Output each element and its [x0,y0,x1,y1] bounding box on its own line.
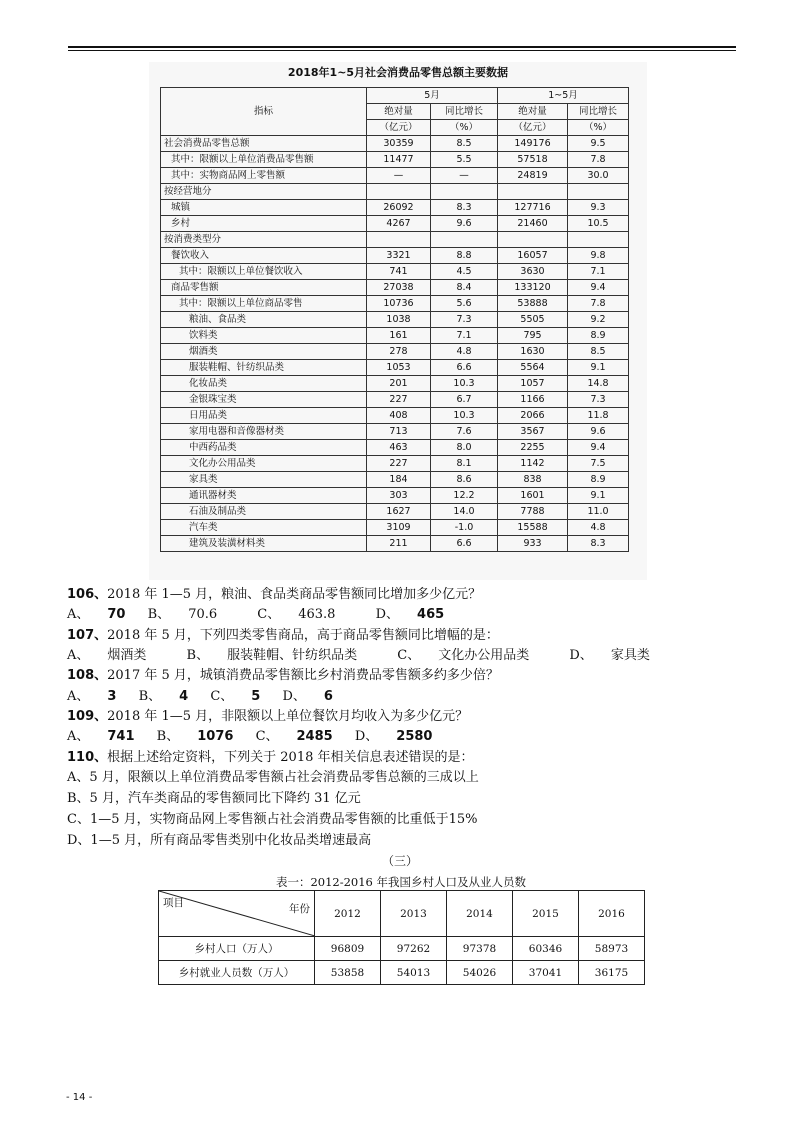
ytd-abs-value: 795 [498,328,568,344]
table-row [161,280,629,296]
ytd-growth-value: 4.8 [568,520,629,536]
question-110-option-b: B、5 月，汽车类商品的零售额同比下降约 31 亿元 [67,791,361,806]
may-growth-value: 12.2 [431,488,498,504]
table-cell: 58973 [579,937,645,961]
may-abs-value: 1053 [367,360,431,376]
table-row [161,264,629,280]
table-row [161,360,629,376]
table-cell: 54026 [447,961,513,985]
year-header: 2012 [315,891,381,937]
ytd-growth-value: 9.1 [568,488,629,504]
header-rule-thick [68,46,736,48]
ytd-growth-value: 11.8 [568,408,629,424]
ytd-growth-value [568,232,629,248]
may-growth-value: 8.3 [431,200,498,216]
table-cell: 97262 [381,937,447,961]
may-growth-header: 同比增长 [431,104,498,120]
may-growth-value: 8.8 [431,248,498,264]
may-abs-value: 1038 [367,312,431,328]
ytd-abs-unit: （亿元） [498,120,568,136]
may-abs-value: 408 [367,408,431,424]
may-growth-value: 8.5 [431,136,498,152]
ytd-growth-value: 8.3 [568,536,629,552]
table2-title: 表一：2012-2016 年我国乡村人口及从业人员数 [275,875,527,889]
row-indicator-label: 家用电器和音像器材类 [161,424,367,440]
corner-label-item: 项目 [163,897,184,909]
may-growth-value: 7.3 [431,312,498,328]
row-indicator-label: 社会消费品零售总额 [161,136,367,152]
table-row [161,376,629,392]
row-indicator-label: 建筑及装潢材料类 [161,536,367,552]
table-row [161,328,629,344]
may-growth-value: 7.6 [431,424,498,440]
ytd-growth-value: 8.9 [568,472,629,488]
ytd-growth-value: 30.0 [568,168,629,184]
may-abs-value: 26092 [367,200,431,216]
ytd-growth-value: 8.9 [568,328,629,344]
table-cell: 96809 [315,937,381,961]
ytd-growth-value: 7.1 [568,264,629,280]
table-row [161,136,629,152]
ytd-abs-value: 15588 [498,520,568,536]
table-cell: 37041 [513,961,579,985]
may-abs-value [367,184,431,200]
table-row [161,536,629,552]
row-indicator-label: 中西药品类 [161,440,367,456]
table-row [161,184,629,200]
question-109: 109、2018 年 1—5 月，非限额以上单位餐饮月均收入为多少亿元？ [67,709,469,724]
may-abs-value: 227 [367,456,431,472]
table-row [161,392,629,408]
ytd-growth-value [568,184,629,200]
table-row [161,520,629,536]
table-cell: 36175 [579,961,645,985]
table-row [161,504,629,520]
table-row [161,248,629,264]
row-indicator-label: 其中：限额以上单位餐饮收入 [161,264,367,280]
row-indicator-label: 按消费类型分 [161,232,367,248]
question-110-option-a: A、5 月，限额以上单位消费品零售额占社会消费品零售总额的三成以上 [67,770,479,785]
table-row [161,440,629,456]
may-growth-value: 14.0 [431,504,498,520]
ytd-abs-value: 7788 [498,504,568,520]
may-abs-value: 10736 [367,296,431,312]
ytd-growth-value: 9.4 [568,440,629,456]
may-growth-value: 7.1 [431,328,498,344]
row-indicator-label: 商品零售额 [161,280,367,296]
row-indicator-label: 化妆品类 [161,376,367,392]
may-abs-value: 227 [367,392,431,408]
section-label: （三） [381,854,418,868]
corner-label-year: 年份 [289,903,310,915]
table-row [161,344,629,360]
year-header: 2016 [579,891,645,937]
may-abs-value: 11477 [367,152,431,168]
may-growth-value [431,184,498,200]
question-110: 110、根据上述给定资料，下列关于 2018 年相关信息表述错误的是： [67,750,474,765]
ytd-growth-unit: （%） [568,120,629,136]
year-header: 2015 [513,891,579,937]
may-growth-value: 4.5 [431,264,498,280]
header-rule-thin [68,50,736,51]
ytd-abs-value: 1142 [498,456,568,472]
ytd-growth-value: 7.5 [568,456,629,472]
ytd-abs-value: 53888 [498,296,568,312]
may-abs-value: 30359 [367,136,431,152]
ytd-growth-value: 9.6 [568,424,629,440]
may-growth-value: 4.8 [431,344,498,360]
row-indicator-label: 烟酒类 [161,344,367,360]
rural-population-table [158,890,645,985]
ytd-abs-value: 1166 [498,392,568,408]
table-row [161,152,629,168]
table-row [161,472,629,488]
ytd-abs-header: 绝对量 [498,104,568,120]
may-abs-value: 278 [367,344,431,360]
may-growth-value: — [431,168,498,184]
may-growth-value: 8.6 [431,472,498,488]
may-abs-value: 4267 [367,216,431,232]
may-growth-value: 9.6 [431,216,498,232]
table-row [161,232,629,248]
question-110-option-c: C、1—5 月，实物商品网上零售额占社会消费品零售额的比重低于15% [67,812,478,827]
may-abs-value: — [367,168,431,184]
may-growth-value: 10.3 [431,408,498,424]
table-row [161,456,629,472]
ytd-abs-value: 1601 [498,488,568,504]
may-abs-value: 303 [367,488,431,504]
may-growth-value: 8.0 [431,440,498,456]
question-109-options: A、 741 B、 1076 C、 2485 D、 2580 [67,729,433,744]
row-indicator-label: 家具类 [161,472,367,488]
may-abs-value: 463 [367,440,431,456]
may-growth-value: 6.7 [431,392,498,408]
table-cell: 60346 [513,937,579,961]
question-108-options: A、 3 B、 4 C、 5 D、 6 [67,689,333,704]
year-header: 2014 [447,891,513,937]
row-label-rural-employment: 乡村就业人员数（万人） [159,961,315,985]
row-indicator-label: 乡村 [161,216,367,232]
row-indicator-label: 通讯器材类 [161,488,367,504]
ytd-growth-value: 10.5 [568,216,629,232]
may-abs-value: 161 [367,328,431,344]
may-abs-unit: （亿元） [367,120,431,136]
row-indicator-label: 其中：实物商品网上零售额 [161,168,367,184]
table-row [161,424,629,440]
table-row [161,296,629,312]
ytd-growth-value: 9.2 [568,312,629,328]
may-growth-value [431,232,498,248]
may-growth-unit: （%） [431,120,498,136]
ytd-growth-value: 14.8 [568,376,629,392]
ytd-abs-value [498,184,568,200]
ytd-growth-value: 7.8 [568,296,629,312]
ytd-abs-value: 3630 [498,264,568,280]
ytd-abs-value: 127716 [498,200,568,216]
may-abs-value: 741 [367,264,431,280]
row-indicator-label: 石油及制品类 [161,504,367,520]
question-106-options: A、 70 B、 70.6 C、 463.8 D、 465 [67,607,445,622]
may-abs-value: 184 [367,472,431,488]
row-indicator-label: 其中：限额以上单位商品零售 [161,296,367,312]
row-indicator-label: 汽车类 [161,520,367,536]
may-abs-value: 27038 [367,280,431,296]
row-indicator-label: 文化办公用品类 [161,456,367,472]
may-growth-value: 5.5 [431,152,498,168]
may-abs-value: 211 [367,536,431,552]
may-growth-value: 10.3 [431,376,498,392]
may-growth-value: 5.6 [431,296,498,312]
row-indicator-label: 饮料类 [161,328,367,344]
table-row [161,488,629,504]
may-abs-value: 201 [367,376,431,392]
ytd-growth-value: 7.3 [568,392,629,408]
ytd-growth-value: 9.8 [568,248,629,264]
ytd-abs-value: 133120 [498,280,568,296]
ytd-abs-value: 5505 [498,312,568,328]
table-row [161,408,629,424]
jan-may-header: 1~5月 [498,88,629,104]
ytd-growth-value: 9.3 [568,200,629,216]
may-abs-value [367,232,431,248]
ytd-abs-value: 838 [498,472,568,488]
ytd-growth-value: 7.8 [568,152,629,168]
ytd-abs-value: 21460 [498,216,568,232]
table1-title: 2018年1~5月社会消费品零售总额主要数据 [287,66,509,79]
question-106: 106、2018 年 1—5 月，粮油、食品类商品零售额同比增加多少亿元？ [67,587,482,602]
may-abs-value: 1627 [367,504,431,520]
ytd-abs-value: 3567 [498,424,568,440]
ytd-abs-value: 16057 [498,248,568,264]
ytd-abs-value: 24819 [498,168,568,184]
row-indicator-label: 城镇 [161,200,367,216]
question-107: 107、2018 年 5 月，下列四类零售商品，高于商品零售额同比增幅的是： [67,628,499,643]
retail-sales-table [160,87,629,552]
row-indicator-label: 按经营地分 [161,184,367,200]
ytd-growth-header: 同比增长 [568,104,629,120]
ytd-abs-value: 2255 [498,440,568,456]
table-row [161,312,629,328]
may-abs-value: 713 [367,424,431,440]
table-row [161,216,629,232]
question-107-options: A、 烟酒类 B、 服装鞋帽、针纺织品类 C、 文化办公用品类 D、 家具类 [67,648,650,663]
page-number: - 14 - [66,1092,93,1103]
ytd-growth-value: 9.5 [568,136,629,152]
year-header: 2013 [381,891,447,937]
table-cell: 97378 [447,937,513,961]
ytd-abs-value: 57518 [498,152,568,168]
question-108: 108、2017 年 5 月，城镇消费品零售额比乡村消费品零售额多约多少倍？ [67,668,499,683]
table2-corner-cell [159,891,315,937]
ytd-growth-value: 11.0 [568,504,629,520]
row-indicator-label: 金银珠宝类 [161,392,367,408]
row-indicator-label: 餐饮收入 [161,248,367,264]
row-indicator-label: 日用品类 [161,408,367,424]
row-label-rural-population: 乡村人口（万人） [159,937,315,961]
indicator-header: 指标 [161,88,367,136]
row-indicator-label: 粮油、食品类 [161,312,367,328]
ytd-abs-value: 1630 [498,344,568,360]
table-row [161,168,629,184]
may-growth-value: 8.1 [431,456,498,472]
ytd-abs-value: 2066 [498,408,568,424]
may-abs-value: 3321 [367,248,431,264]
ytd-growth-value: 8.5 [568,344,629,360]
may-growth-value: -1.0 [431,520,498,536]
may-growth-value: 8.4 [431,280,498,296]
ytd-abs-value: 5564 [498,360,568,376]
may-abs-header: 绝对量 [367,104,431,120]
ytd-abs-value: 933 [498,536,568,552]
may-header: 5月 [367,88,498,104]
ytd-growth-value: 9.1 [568,360,629,376]
row-indicator-label: 其中：限额以上单位消费品零售额 [161,152,367,168]
table-row [161,200,629,216]
question-110-option-d: D、1—5 月，所有商品零售类别中化妆品类增速最高 [67,833,372,848]
table-cell: 54013 [381,961,447,985]
ytd-growth-value: 9.4 [568,280,629,296]
ytd-abs-value [498,232,568,248]
ytd-abs-value: 1057 [498,376,568,392]
may-growth-value: 6.6 [431,360,498,376]
ytd-abs-value: 149176 [498,136,568,152]
may-abs-value: 3109 [367,520,431,536]
table-cell: 53858 [315,961,381,985]
may-growth-value: 6.6 [431,536,498,552]
row-indicator-label: 服装鞋帽、针纺织品类 [161,360,367,376]
